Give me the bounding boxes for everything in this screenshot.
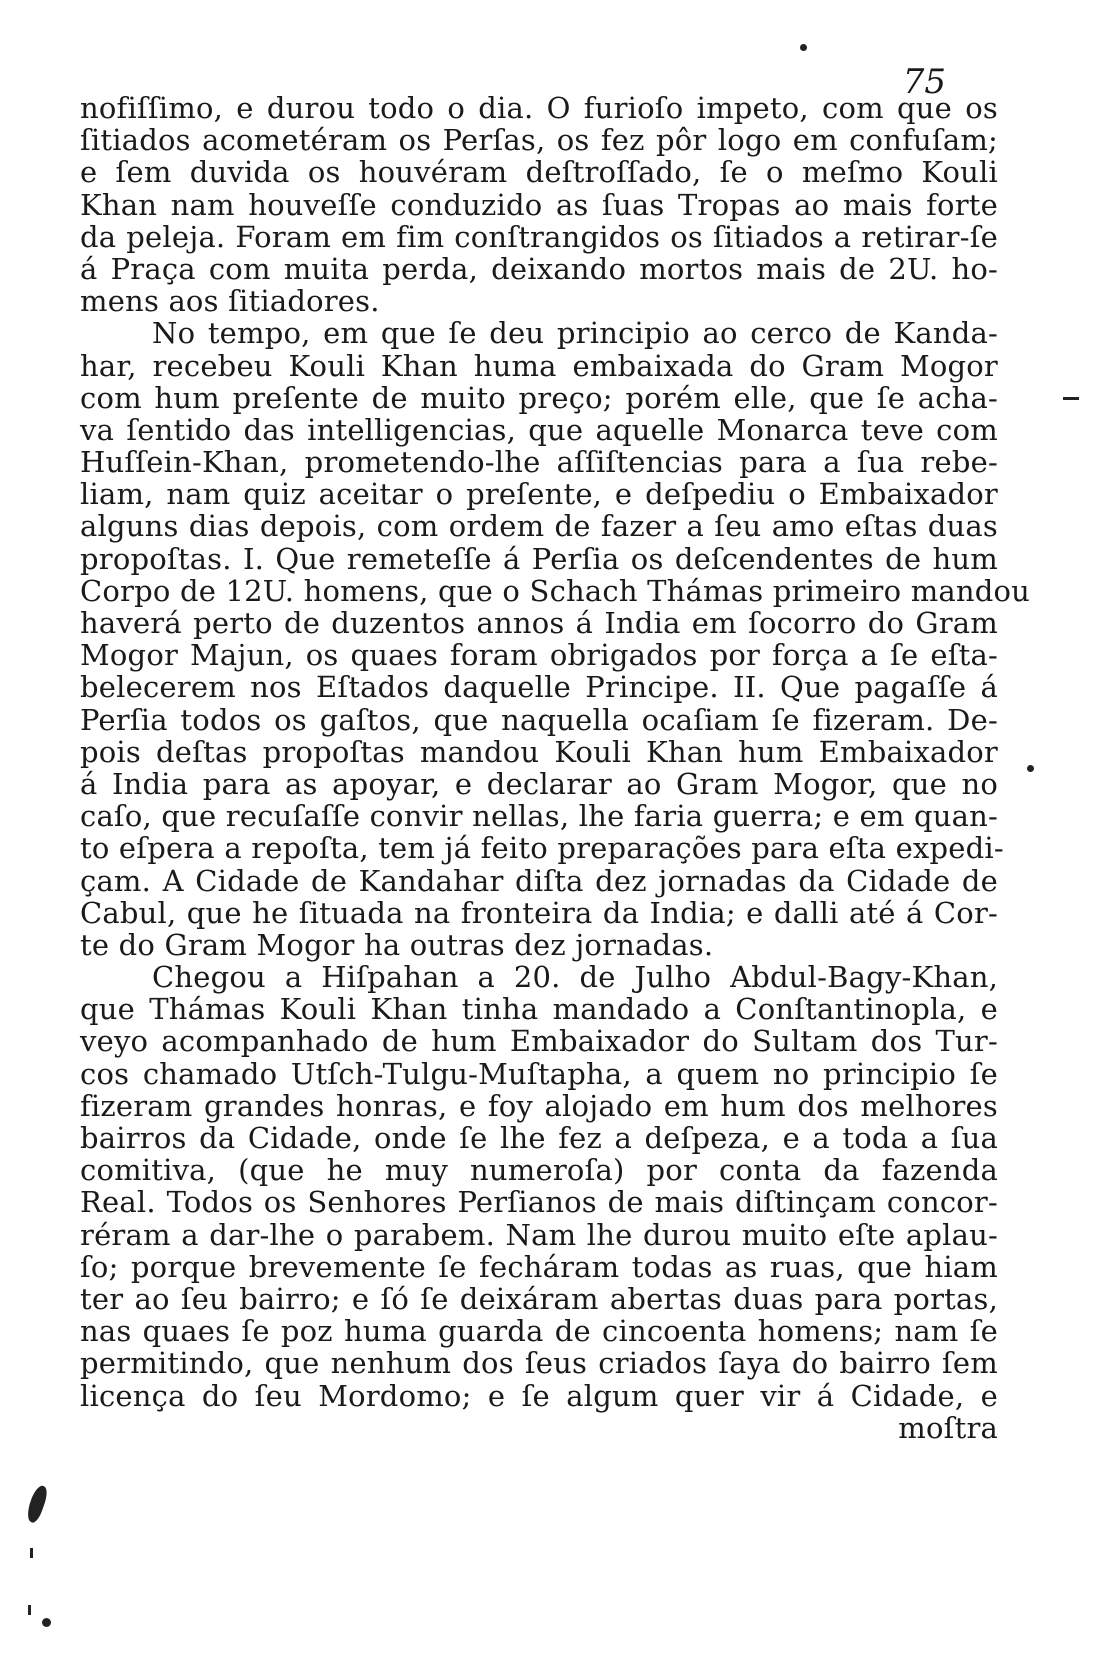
text-line: réram a dar-lhe o parabem. Nam lhe durou muito eſte aplau- [80,1217,998,1252]
text-line: Perſia todos os gaſtos, que naquella ocaſiam ſe fizeram. De- [80,702,998,737]
margin-mark [30,1548,33,1558]
text-line: Khan nam houveſſe conduzido as ſuas Tropas ao mais forte [80,187,998,222]
text-line: á Praça com muita perda, deixando mortos mais de 2U. ho- [80,251,998,286]
text-line: Real. Todos os Senhores Perſianos de mais diſtinçam concor- [80,1185,998,1220]
text-line: permitindo, que nenhum dos ſeus criados ſaya do bairro ſem [80,1346,998,1381]
text-line: nas quaes ſe poz huma guarda de cincoenta homens; nam ſe [80,1314,998,1349]
text-line: va ſentido das intelligencias, que aquelle Monarca teve com [80,412,998,447]
body-text [80,91,1031,1445]
page-number: 75 [902,62,946,102]
text-line: har, recebeu Kouli Khan huma embaixada do Gram Mogor [80,348,998,383]
text-line: No tempo, em que ſe deu principio ao cerco de Kanda- [152,316,998,351]
text-line: alguns dias depois, com ordem de fazer a ſeu amo eſtas duas [80,509,998,544]
text-line: caſo, que recuſaſſe convir nellas, lhe faria guerra; e em quan- [80,799,998,834]
text-line: com hum preſente de muito preço; porém elle, que ſe acha- [80,380,998,415]
margin-mark [28,1605,31,1615]
ink-blot [24,1484,50,1524]
text-line: e ſem duvida os houvéram deſtroſſado, ſe o meſmo Kouli [80,155,998,190]
text-line: belecerem nos Eſtados daquelle Principe. II. Que pagaſſe á [80,670,998,705]
text-line: cos chamado Utſch-Tulgu-Muſtapha, a quem no principio ſe [80,1056,998,1091]
text-line: licença do ſeu Mordomo; e ſe algum quer vir á Cidade, e [80,1378,998,1413]
margin-mark [1063,397,1079,400]
text-line: çam. A Cidade de Kandahar diſta dez jornadas da Cidade de [80,863,998,898]
text-line: Chegou a Hiſpahan a 20. de Julho Abdul-Bagy-Khan, [152,960,998,995]
margin-mark [1027,765,1034,772]
text-line: te do Gram Mogor ha outras dez jornadas. [80,927,714,962]
text-line: á India para as apoyar, e declarar ao Gram Mogor, que no [80,766,998,801]
text-line: pois deſtas propoſtas mandou Kouli Khan hum Embaixador [80,734,998,769]
text-line: Cabul, que he ſituada na fronteira da India; e dalli até á Cor- [80,895,998,930]
ink-speck [800,44,807,51]
text-line: que Thámas Kouli Khan tinha mandado a Conſtantinopla, e [80,992,998,1027]
text-line: to eſpera a repoſta, tem já feito preparações para eſta expedi- [80,831,1004,866]
text-line: fizeram grandes honras, e foy alojado em hum dos melhores [80,1088,998,1123]
text-line: ſo; porque brevemente ſe fecháram todas as ruas, que hiam [80,1249,998,1284]
text-line: liam, nam quiz aceitar o preſente, e deſpediu o Embaixador [80,477,998,512]
text-line: propoſtas. I. Que remeteſſe á Perſia os deſcendentes de hum [80,541,998,576]
text-line: bairros da Cidade, onde ſe lhe fez a deſpeza, e a toda a ſua [80,1121,998,1155]
text-line: Huſſein-Khan, prometendo-lhe aſſiſtencias para a ſua rebe- [80,445,998,480]
text-line: moſtra [898,1410,998,1445]
text-line: nofiſſimo, e durou todo o dia. O furioſo impeto, com que os [80,91,998,125]
ink-speck [42,1618,51,1627]
text-line: Mogor Majun, os quaes foram obrigados por força a ſe eſta- [80,638,998,673]
text-line: Corpo de 12U. homens, que o Schach Thámas primeiro mandou [80,573,1031,608]
text-line: veyo acompanhado de hum Embaixador do Sultam dos Tur- [80,1024,998,1059]
text-line: haverá perto de duzentos annos á India em ſocorro do Gram [80,606,998,640]
text-line: ſitiados acometéram os Perſas, os fez pôr logo em confuſam; [80,123,998,158]
text-line: comitiva, (que he muy numeroſa) por conta da fazenda [80,1153,998,1188]
text-line: mens aos ſitiadores. [80,284,380,319]
text-line: da peleja. Foram em fim conſtrangidos os ſitiados a retirar-ſe [80,219,998,254]
text-line: ter ao ſeu bairro; e ſó ſe deixáram abertas duas para portas, [80,1281,998,1316]
